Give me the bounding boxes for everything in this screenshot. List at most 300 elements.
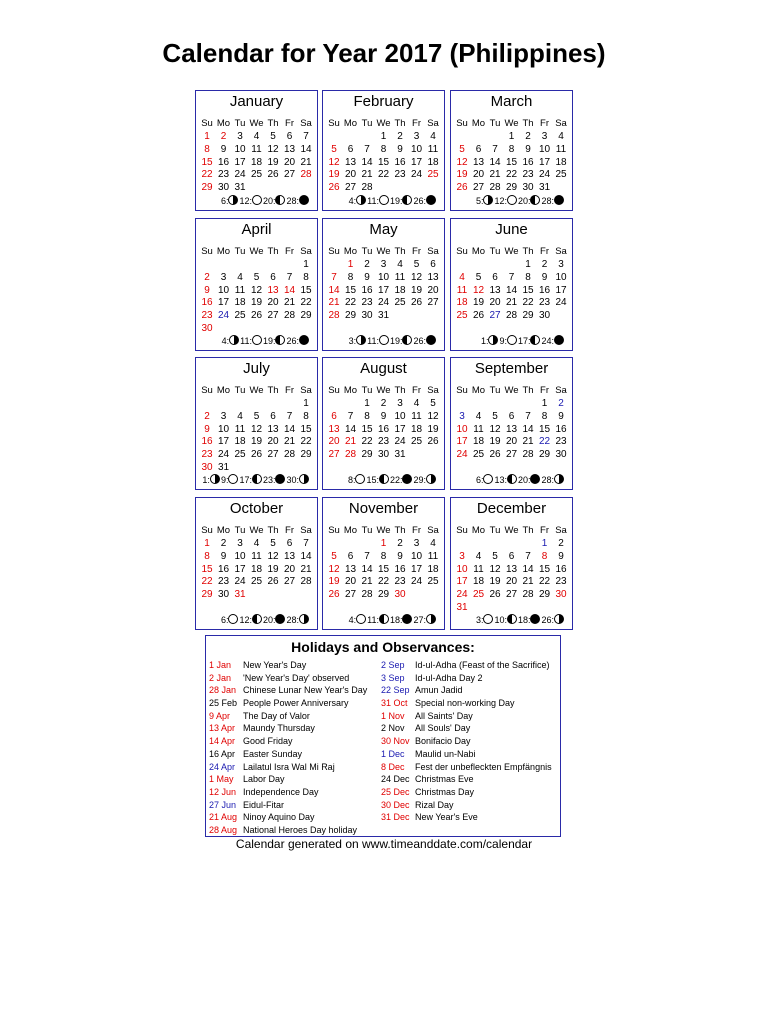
- holiday-name: All Saints' Day: [415, 710, 473, 721]
- day-cell: 27: [472, 182, 485, 194]
- day-cell: 30: [217, 182, 230, 194]
- weekday-header: Sa: [555, 525, 567, 536]
- day-cell: 2: [558, 398, 564, 409]
- month-name: April: [241, 221, 272, 238]
- moon-phase-entry: [286, 195, 309, 207]
- weekday-header: Th: [394, 118, 406, 129]
- moon-phase-date: 30:: [286, 475, 299, 485]
- day-cell: 20: [344, 576, 357, 588]
- holiday-name: 'New Year's Day' observed: [243, 672, 350, 683]
- day-cell: 19: [489, 576, 501, 588]
- day-cell: 6: [331, 410, 337, 422]
- holiday-row: [209, 786, 367, 799]
- month-name: February: [353, 93, 414, 110]
- day-cell: 24: [456, 589, 468, 601]
- day-cell: 6: [347, 143, 354, 155]
- full-moon-icon: [355, 474, 365, 484]
- moon-phases: [198, 335, 315, 347]
- day-cell: 28: [300, 576, 312, 588]
- weekday-header: Th: [394, 246, 406, 257]
- day-cell: 26: [410, 297, 423, 309]
- day-cell: 6: [347, 550, 354, 562]
- full-moon-icon: [379, 335, 389, 345]
- moon-phase-entry: [202, 474, 220, 486]
- month-name: November: [348, 500, 419, 517]
- month-february: [322, 90, 445, 211]
- day-cell: 30: [201, 323, 213, 334]
- holiday-row: [381, 684, 552, 697]
- holiday-name: The Day of Valor: [243, 710, 310, 721]
- day-cell: 3: [380, 259, 387, 270]
- day-cell: 11: [234, 284, 246, 296]
- weekday-header: Tu: [361, 385, 373, 396]
- day-cell: 22: [300, 436, 312, 448]
- day-cell: 9: [220, 550, 227, 562]
- moon-phase-entry: [541, 195, 564, 207]
- moon-phase-date: 6:: [475, 475, 484, 485]
- weekday-header: We: [376, 118, 391, 129]
- day-cell: 19: [456, 169, 468, 181]
- day-cell: 21: [300, 563, 312, 575]
- day-cell: 10: [234, 550, 246, 562]
- day-cell: 1: [347, 259, 354, 270]
- holiday-name: Special non-working Day: [415, 698, 515, 709]
- day-cell: 23: [522, 169, 534, 181]
- day-cell: 25: [472, 589, 485, 601]
- new-moon-icon: [426, 335, 436, 345]
- day-cell: 7: [364, 143, 370, 155]
- day-cell: 17: [456, 576, 468, 588]
- moon-phase-date: 19:: [389, 196, 403, 206]
- holiday-date: 28 Jan: [209, 685, 237, 696]
- month-name: September: [474, 360, 549, 377]
- day-cell: 15: [377, 156, 390, 168]
- holiday-row: [209, 697, 367, 710]
- day-cell: 5: [413, 259, 420, 270]
- holiday-name: All Souls' Day: [415, 723, 471, 734]
- day-cell: 9: [397, 550, 403, 562]
- day-cell: 2: [525, 131, 531, 142]
- day-cell: 4: [430, 538, 436, 549]
- day-cell: 17: [394, 423, 406, 435]
- weekday-header: Mo: [216, 246, 231, 257]
- day-cell: 8: [303, 410, 309, 422]
- day-cell: 11: [473, 563, 484, 575]
- moon-phase-entry: [481, 335, 499, 347]
- day-cell: 27: [427, 297, 439, 309]
- day-cell: 24: [394, 436, 406, 448]
- day-cell: 18: [234, 436, 246, 448]
- day-cell: 6: [508, 410, 515, 422]
- day-cell: 29: [344, 310, 357, 322]
- weekday-header: Sa: [300, 118, 312, 129]
- day-cell: 26: [456, 182, 468, 194]
- day-cell: 24: [456, 449, 468, 461]
- day-cell: 24: [234, 169, 246, 181]
- moon-phase-date: 18:: [389, 615, 403, 625]
- moon-phase-entry: [518, 335, 541, 347]
- day-cell: 7: [303, 131, 309, 142]
- day-cell: 14: [344, 423, 357, 435]
- day-cell: 20: [283, 563, 296, 575]
- day-cell: 23: [217, 169, 230, 181]
- day-cell: 21: [522, 436, 534, 448]
- day-cell: 15: [300, 284, 312, 296]
- day-cell: 26: [472, 310, 485, 322]
- weekday-header: We: [504, 118, 519, 129]
- moon-phases: [453, 195, 570, 207]
- day-cell: 3: [237, 538, 243, 549]
- day-cell: 12: [489, 423, 501, 435]
- day-cell: 18: [555, 156, 567, 168]
- holiday-row: [381, 710, 552, 723]
- moon-phase-date: 17:: [517, 336, 531, 346]
- month-june: [450, 218, 573, 351]
- first-quarter-moon-icon: [426, 474, 436, 484]
- day-cell: 20: [328, 436, 340, 448]
- moon-phases: [453, 474, 570, 486]
- holiday-date: 25 Dec: [381, 786, 410, 797]
- day-cell: 29: [377, 589, 390, 601]
- day-cell: 1: [380, 538, 387, 549]
- holidays-title: Holidays and Observances:: [291, 639, 475, 655]
- weekday-header: Sa: [555, 118, 567, 129]
- day-cell: 28: [344, 449, 357, 461]
- holiday-name: Id-ul-Adha Day 2: [415, 672, 483, 683]
- moon-phase-date: 28:: [286, 196, 299, 206]
- day-cell: 1: [508, 131, 515, 142]
- weekday-header: Tu: [361, 525, 373, 536]
- day-cell: 12: [427, 410, 439, 422]
- holiday-name: Rizal Day: [415, 799, 454, 810]
- moon-phase-entry: [476, 614, 494, 626]
- day-cell: 19: [267, 156, 279, 168]
- day-cell: 30: [394, 589, 406, 601]
- day-cell: 13: [489, 284, 501, 296]
- day-cell: 6: [508, 550, 515, 562]
- weekday-header: Fr: [285, 385, 294, 396]
- moon-phases: [453, 614, 570, 626]
- moon-phase-date: 28:: [541, 196, 554, 206]
- day-cell: 24: [410, 169, 423, 181]
- month-name: March: [490, 93, 533, 110]
- day-cell: 14: [361, 156, 373, 168]
- day-cell: 10: [377, 271, 390, 283]
- day-cell: 9: [558, 550, 564, 562]
- day-cell: 6: [270, 271, 276, 283]
- moon-phase-entry: [367, 195, 389, 207]
- day-cell: 19: [250, 297, 263, 309]
- moon-phase-entry: [390, 195, 413, 207]
- weekday-header: Fr: [540, 385, 549, 396]
- moon-phases: [453, 335, 570, 347]
- new-moon-icon: [275, 614, 285, 624]
- day-cell: 14: [489, 156, 501, 168]
- day-cell: 27: [283, 169, 296, 181]
- day-cell: 1: [364, 398, 370, 409]
- day-cell: 29: [538, 589, 551, 601]
- weekday-header: Su: [328, 525, 340, 536]
- moon-phase-entry: [221, 474, 239, 486]
- day-cell: 20: [427, 284, 439, 296]
- day-cell: 23: [201, 449, 213, 461]
- moon-phase-date: 29:: [413, 475, 426, 485]
- day-cell: 30: [217, 589, 230, 601]
- day-cell: 19: [410, 284, 423, 296]
- day-cell: 8: [541, 550, 548, 562]
- holiday-name: Maundy Thursday: [243, 723, 315, 734]
- day-cell: 16: [538, 284, 551, 296]
- month-name: June: [495, 221, 528, 238]
- moon-phase-date: 5:: [475, 196, 484, 206]
- day-cell: 7: [303, 538, 309, 549]
- holiday-row: [209, 672, 367, 685]
- weekday-header: Fr: [412, 118, 421, 129]
- day-cell: 26: [328, 182, 340, 194]
- full-moon-icon: [252, 195, 262, 205]
- day-cell: 31: [234, 182, 246, 194]
- day-cell: 13: [505, 563, 518, 575]
- day-cell: 15: [361, 423, 373, 435]
- weekday-header: Sa: [555, 385, 567, 396]
- first-quarter-moon-icon: [229, 335, 239, 345]
- holiday-name: New Year's Eve: [415, 812, 478, 823]
- holiday-row: [381, 786, 552, 799]
- month-name: July: [243, 360, 270, 377]
- day-cell: 22: [377, 576, 390, 588]
- moon-phase-entry: [390, 614, 413, 626]
- holiday-date: 1 May: [209, 774, 234, 785]
- day-cell: 17: [410, 563, 423, 575]
- day-cell: 17: [217, 297, 230, 309]
- day-cell: 11: [427, 550, 439, 562]
- month-name: August: [360, 360, 407, 377]
- weekday-header: Tu: [361, 246, 373, 257]
- moon-phase-entry: [413, 335, 436, 347]
- moon-phase-entry: [239, 195, 262, 207]
- last-quarter-moon-icon: [402, 335, 412, 345]
- day-cell: 7: [525, 410, 531, 422]
- full-moon-icon: [507, 195, 517, 205]
- day-cell: 18: [394, 284, 406, 296]
- new-moon-icon: [530, 614, 540, 624]
- month-december: [450, 497, 573, 630]
- first-quarter-moon-icon: [299, 614, 309, 624]
- day-cell: 12: [489, 563, 501, 575]
- holiday-row: [381, 811, 552, 824]
- day-cell: 8: [380, 143, 387, 155]
- day-cell: 25: [456, 310, 468, 322]
- weekday-header: Fr: [285, 246, 294, 257]
- day-cell: 15: [344, 284, 357, 296]
- holiday-row: [209, 824, 367, 837]
- day-cell: 4: [475, 550, 482, 562]
- day-cell: 31: [217, 462, 230, 473]
- day-cell: 14: [522, 563, 534, 575]
- day-cell: 27: [267, 310, 279, 322]
- day-cell: 12: [472, 284, 485, 296]
- day-cell: 7: [508, 271, 515, 283]
- full-moon-icon: [483, 474, 493, 484]
- day-cell: 18: [427, 563, 439, 575]
- weekday-header: Sa: [427, 246, 439, 257]
- day-cell: 13: [505, 423, 518, 435]
- day-cell: 29: [538, 449, 551, 461]
- moon-phases: [325, 474, 442, 486]
- moon-phase-date: 18:: [517, 615, 531, 625]
- month-january: [195, 90, 318, 211]
- day-cell: 31: [234, 589, 246, 601]
- day-cell: 10: [538, 143, 551, 155]
- weekday-header: Th: [394, 525, 406, 536]
- weekday-header: Mo: [471, 385, 486, 396]
- day-cell: 25: [410, 436, 423, 448]
- moon-phase-entry: [240, 335, 262, 347]
- holiday-name: People Power Anniversary: [243, 698, 349, 709]
- moon-phase-date: 4:: [348, 615, 357, 625]
- moon-phase-entry: [263, 474, 286, 486]
- day-cell: 2: [204, 271, 210, 283]
- day-cell: 9: [525, 143, 531, 155]
- footer-credit: Calendar generated on www.timeanddate.com/calendar: [235, 837, 533, 851]
- day-cell: 15: [377, 563, 390, 575]
- holiday-date: 9 Apr: [209, 710, 231, 721]
- day-cell: 27: [489, 310, 501, 322]
- holiday-date: 12 Jun: [209, 786, 237, 797]
- moon-phase-date: 9:: [220, 475, 229, 485]
- day-cell: 30: [201, 462, 213, 473]
- holiday-row: [381, 761, 552, 774]
- day-cell: 8: [508, 143, 515, 155]
- day-cell: 2: [204, 410, 210, 422]
- day-cell: 21: [361, 576, 373, 588]
- weekday-header: Th: [522, 525, 534, 536]
- weekday-header: Tu: [234, 385, 246, 396]
- holiday-row: [209, 748, 367, 761]
- moon-phase-entry: [518, 614, 541, 626]
- day-cell: 9: [541, 271, 548, 283]
- day-cell: 15: [538, 423, 551, 435]
- weekday-header: Mo: [216, 385, 231, 396]
- holiday-name: Bonifacio Day: [415, 736, 471, 747]
- day-cell: 9: [220, 143, 227, 155]
- day-cell: 16: [522, 156, 534, 168]
- month-september: [450, 357, 573, 490]
- day-cell: 18: [472, 436, 485, 448]
- full-moon-icon: [228, 474, 238, 484]
- weekday-header: Fr: [540, 246, 549, 257]
- first-quarter-moon-icon: [210, 474, 220, 484]
- day-cell: 4: [253, 131, 260, 142]
- day-cell: 8: [364, 410, 370, 422]
- weekday-header: Mo: [343, 525, 358, 536]
- moon-phase-entry: [348, 474, 366, 486]
- holiday-row: [209, 684, 367, 697]
- holiday-date: 8 Dec: [381, 761, 405, 772]
- holiday-row: [381, 799, 552, 812]
- day-cell: 29: [300, 449, 312, 461]
- day-cell: 28: [505, 310, 518, 322]
- holiday-name: Id-ul-Adha (Feast of the Sacrifice): [415, 660, 550, 670]
- weekday-header: Fr: [285, 525, 294, 536]
- day-cell: 29: [300, 310, 312, 322]
- holiday-date: 2 Jan: [209, 672, 232, 683]
- day-cell: 11: [411, 410, 422, 422]
- first-quarter-moon-icon: [554, 614, 564, 624]
- weekday-header: Fr: [412, 385, 421, 396]
- moon-phase-date: 6:: [220, 615, 229, 625]
- last-quarter-moon-icon: [507, 614, 517, 624]
- moon-phase-date: 23:: [262, 475, 276, 485]
- day-cell: 30: [555, 589, 567, 601]
- day-cell: 21: [300, 156, 312, 168]
- weekday-header: Th: [267, 525, 279, 536]
- day-cell: 22: [201, 169, 213, 181]
- moon-phase-date: 26:: [541, 615, 554, 625]
- day-cell: 21: [522, 576, 534, 588]
- moon-phase-date: 26:: [413, 196, 426, 206]
- day-cell: 25: [472, 449, 485, 461]
- moon-phase-entry: [541, 474, 564, 486]
- day-cell: 10: [456, 563, 468, 575]
- weekday-header: We: [249, 385, 264, 396]
- day-cell: 6: [475, 143, 482, 155]
- holiday-name: National Heroes Day holiday: [243, 824, 358, 835]
- holiday-date: 28 Aug: [209, 824, 238, 835]
- moon-phase-date: 11:: [240, 336, 252, 346]
- new-moon-icon: [299, 335, 309, 345]
- day-cell: 26: [328, 589, 340, 601]
- day-cell: 22: [522, 297, 534, 309]
- day-cell: 1: [303, 398, 309, 409]
- day-cell: 30: [361, 310, 373, 322]
- day-cell: 12: [250, 284, 263, 296]
- day-cell: 9: [364, 271, 370, 283]
- day-cell: 20: [283, 156, 296, 168]
- day-cell: 19: [472, 297, 485, 309]
- day-cell: 22: [538, 576, 551, 588]
- day-cell: 1: [541, 538, 548, 549]
- day-cell: 8: [204, 143, 210, 155]
- weekday-header: Fr: [540, 118, 549, 129]
- day-cell: 28: [522, 449, 534, 461]
- month-name: October: [229, 500, 284, 517]
- day-cell: 28: [522, 589, 534, 601]
- day-cell: 30: [538, 310, 551, 322]
- day-cell: 28: [283, 310, 296, 322]
- holiday-row: [209, 735, 367, 748]
- day-cell: 15: [300, 423, 312, 435]
- moon-phase-date: 12:: [494, 196, 507, 206]
- day-cell: 12: [328, 563, 340, 575]
- moon-phase-entry: [366, 474, 389, 486]
- moon-phase-date: 10:: [494, 615, 507, 625]
- day-cell: 21: [505, 297, 518, 309]
- month-july: [195, 357, 318, 490]
- moon-phase-entry: [494, 474, 517, 486]
- holiday-name: Eidul-Fitar: [243, 799, 285, 810]
- first-quarter-moon-icon: [299, 474, 309, 484]
- day-cell: 2: [220, 131, 227, 142]
- last-quarter-moon-icon: [530, 335, 540, 345]
- day-cell: 15: [201, 563, 213, 575]
- day-cell: 13: [427, 271, 439, 283]
- day-cell: 20: [267, 297, 279, 309]
- holiday-row: [209, 773, 367, 786]
- day-cell: 25: [555, 169, 567, 181]
- first-quarter-moon-icon: [426, 614, 436, 624]
- holiday-row: [381, 748, 552, 761]
